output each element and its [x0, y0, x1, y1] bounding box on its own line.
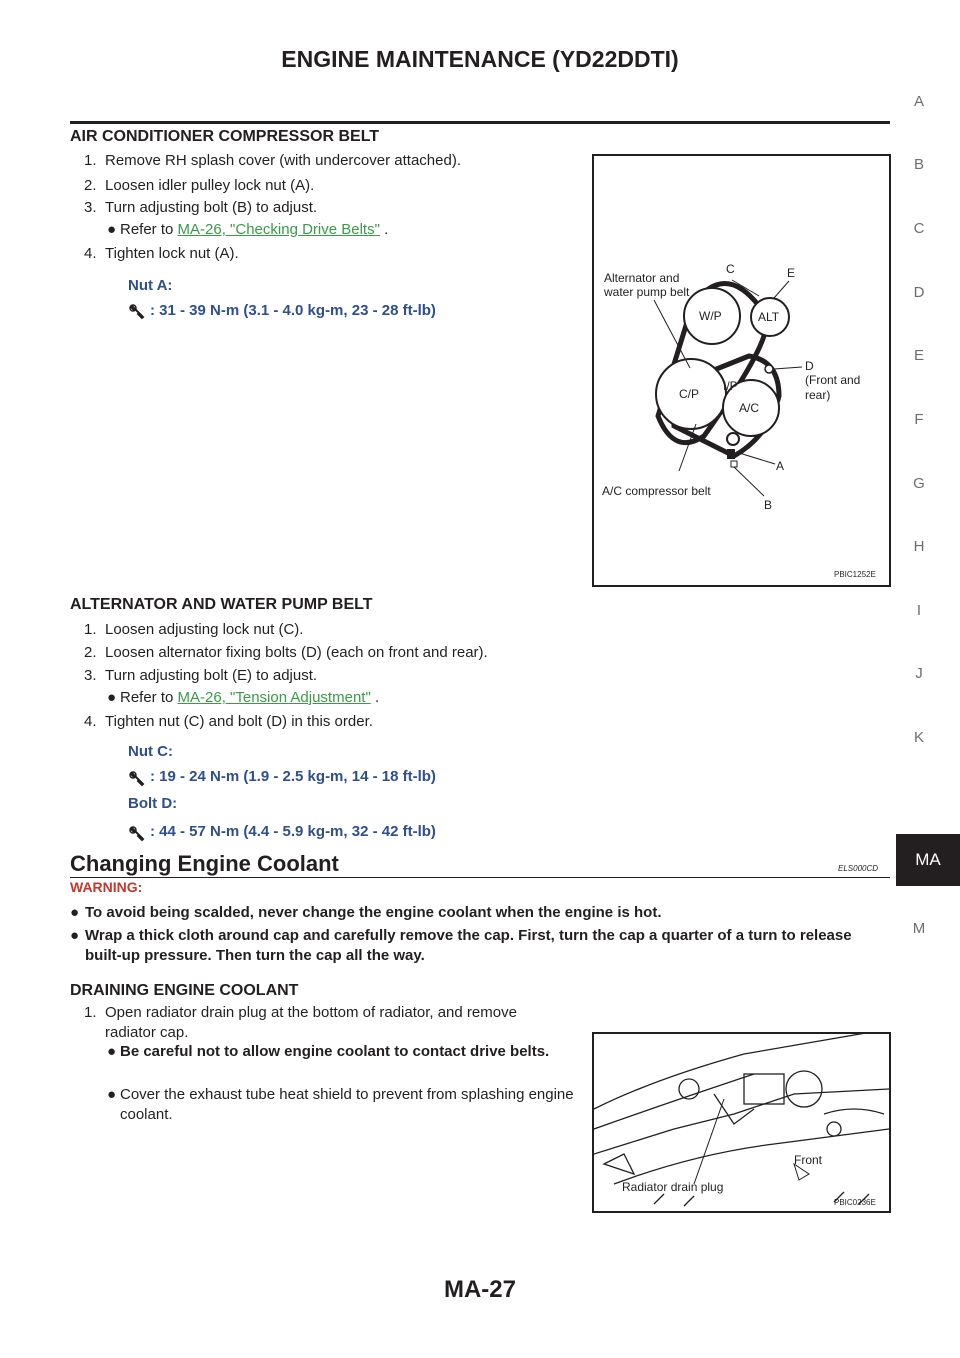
leader-b: [734, 467, 764, 496]
side-tab-c[interactable]: C: [913, 220, 925, 237]
radiator-drain-svg: [594, 1034, 889, 1211]
step-1: 1. Open radiator drain plug at the bottom of radiator, and remove radiator cap.: [84, 1004, 517, 1041]
part-circle: [786, 1071, 822, 1107]
spec-value-nut-a: : 31 - 39 N-m (3.1 - 4.0 kg-m, 23 - 28 ft-lb): [150, 302, 436, 319]
torque-wrench-icon: [129, 826, 145, 842]
belt-diagram-svg: [594, 156, 889, 585]
page-number: MA-27: [443, 1276, 516, 1303]
figure-radiator-drain: [592, 1032, 891, 1213]
torque-wrench-icon: [129, 771, 145, 787]
label-a: A: [776, 459, 785, 473]
section-heading-coolant: Changing Engine Coolant: [70, 851, 339, 876]
header-rule: [70, 121, 890, 124]
spec-value-nut-c: : 19 - 24 N-m (1.9 - 2.5 kg-m, 14 - 18 ft-lb): [150, 768, 436, 785]
step-3: 3. Turn adjusting bolt (E) to adjust.: [84, 667, 318, 684]
figure-code: PBIC1252E: [834, 570, 876, 579]
bracket: [604, 1154, 634, 1174]
side-tab-d[interactable]: D: [913, 284, 925, 301]
spec-label-nut-c: Nut C:: [128, 743, 173, 760]
spec-label-nut-a: Nut A:: [128, 277, 173, 294]
warning-label: WARNING:: [70, 879, 143, 895]
step-4: 4. Tighten nut (C) and bolt (D) in this order.: [84, 713, 373, 730]
spec-value-bolt-d: : 44 - 57 N-m (4.4 - 5.9 kg-m, 32 - 42 ft-lb): [150, 823, 436, 840]
torque-wrench-icon: [129, 304, 145, 320]
label-b: B: [764, 498, 773, 512]
section-heading-ac-belt: AIR CONDITIONER COMPRESSOR BELT: [70, 128, 380, 145]
warning-item: ● To avoid being scalded, never change the engine coolant when the engine is hot.: [70, 904, 662, 921]
leader-a: [736, 452, 775, 464]
side-tab-f[interactable]: F: [914, 411, 924, 428]
label-wp: W/P: [699, 309, 722, 323]
side-tab-ma-active[interactable]: MA: [896, 834, 960, 886]
label-front: Front: [794, 1153, 823, 1167]
page-header-title: ENGINE MAINTENANCE (YD22DDTI): [281, 46, 679, 72]
step-2: 2. Loosen alternator fixing bolts (D) (each on front and rear).: [84, 644, 488, 661]
leader-e: [774, 281, 789, 298]
bolt-b: [731, 461, 737, 467]
step-1: 1. Remove RH splash cover (with undercover attached).: [84, 152, 461, 169]
section-code: ELS000CD: [838, 864, 879, 873]
step-2: 2. Loosen idler pulley lock nut (A).: [84, 177, 315, 194]
step-1: 1. Loosen adjusting lock nut (C).: [84, 621, 304, 638]
label-alt: ALT: [758, 310, 780, 324]
refer-bullet: ● Refer to MA-26, "Checking Drive Belts" .: [107, 221, 389, 238]
side-tab-m[interactable]: M: [912, 920, 926, 937]
label-ac: A/C: [739, 401, 760, 415]
refer-bullet: ● Refer to MA-26, "Tension Adjustment" .: [107, 689, 380, 706]
leader-drain-plug: [694, 1099, 724, 1184]
frame-edge: [594, 1089, 889, 1154]
side-tab-j[interactable]: J: [915, 665, 923, 682]
label-alt-belt-2: water pump belt: [604, 285, 690, 299]
bolt-a: [727, 449, 735, 459]
step-3: 3. Turn adjusting bolt (B) to adjust.: [84, 199, 318, 216]
label-ac-belt: A/C compressor belt: [602, 484, 711, 498]
figure-code: PBIC0236E: [834, 1198, 876, 1207]
warning-item: ● Wrap a thick cloth around cap and carefully remove the cap. First, turn the cap a quarter of a turn to release built-up pressure. Then turn the cap all the way.: [70, 927, 852, 964]
label-c: C: [726, 262, 735, 276]
step-4: 4. Tighten lock nut (A).: [84, 245, 239, 262]
link-checking-drive-belts[interactable]: MA-26, "Checking Drive Belts": [177, 221, 380, 238]
bolt-circle: [827, 1122, 841, 1136]
section-heading-alt-belt: ALTERNATOR AND WATER PUMP BELT: [70, 596, 373, 613]
side-tab-h[interactable]: H: [913, 538, 925, 555]
radiator-edge: [594, 1034, 889, 1109]
label-cp: C/P: [679, 387, 700, 401]
side-tab-g[interactable]: G: [913, 475, 925, 492]
label-d: D: [805, 359, 814, 373]
side-tab-k[interactable]: K: [913, 729, 924, 746]
spec-label-bolt-d: Bolt D:: [128, 795, 178, 812]
figure-belt-diagram: [592, 154, 891, 587]
label-d-note-2: rear): [805, 388, 831, 402]
leader-d: [774, 367, 802, 369]
radiator-edge-2: [594, 1074, 754, 1129]
caution-bullet: ● Be careful not to allow engine coolant to contact drive belts.: [107, 1043, 550, 1060]
section-heading-draining: DRAINING ENGINE COOLANT: [70, 982, 299, 999]
section-rule: [70, 877, 890, 878]
note-bullet: ● Cover the exhaust tube heat shield to prevent from splashing engine coolant.: [107, 1086, 574, 1123]
side-tab-i[interactable]: I: [916, 602, 922, 619]
label-drain-plug: Radiator drain plug: [622, 1180, 724, 1194]
side-tab-b[interactable]: B: [913, 156, 924, 173]
label-e: E: [787, 266, 796, 280]
hose: [824, 1109, 884, 1114]
side-tab-e[interactable]: E: [913, 347, 924, 364]
label-d-note-1: (Front and: [805, 373, 861, 387]
label-alt-belt-1: Alternator and: [604, 271, 680, 285]
undercover-edge: [614, 1129, 889, 1184]
idler-pulley: [727, 433, 739, 445]
link-tension-adjustment[interactable]: MA-26, "Tension Adjustment": [177, 689, 371, 706]
label-ip: I/P: [723, 379, 738, 393]
side-tab-a[interactable]: A: [913, 93, 924, 110]
bolt-d: [765, 365, 773, 373]
